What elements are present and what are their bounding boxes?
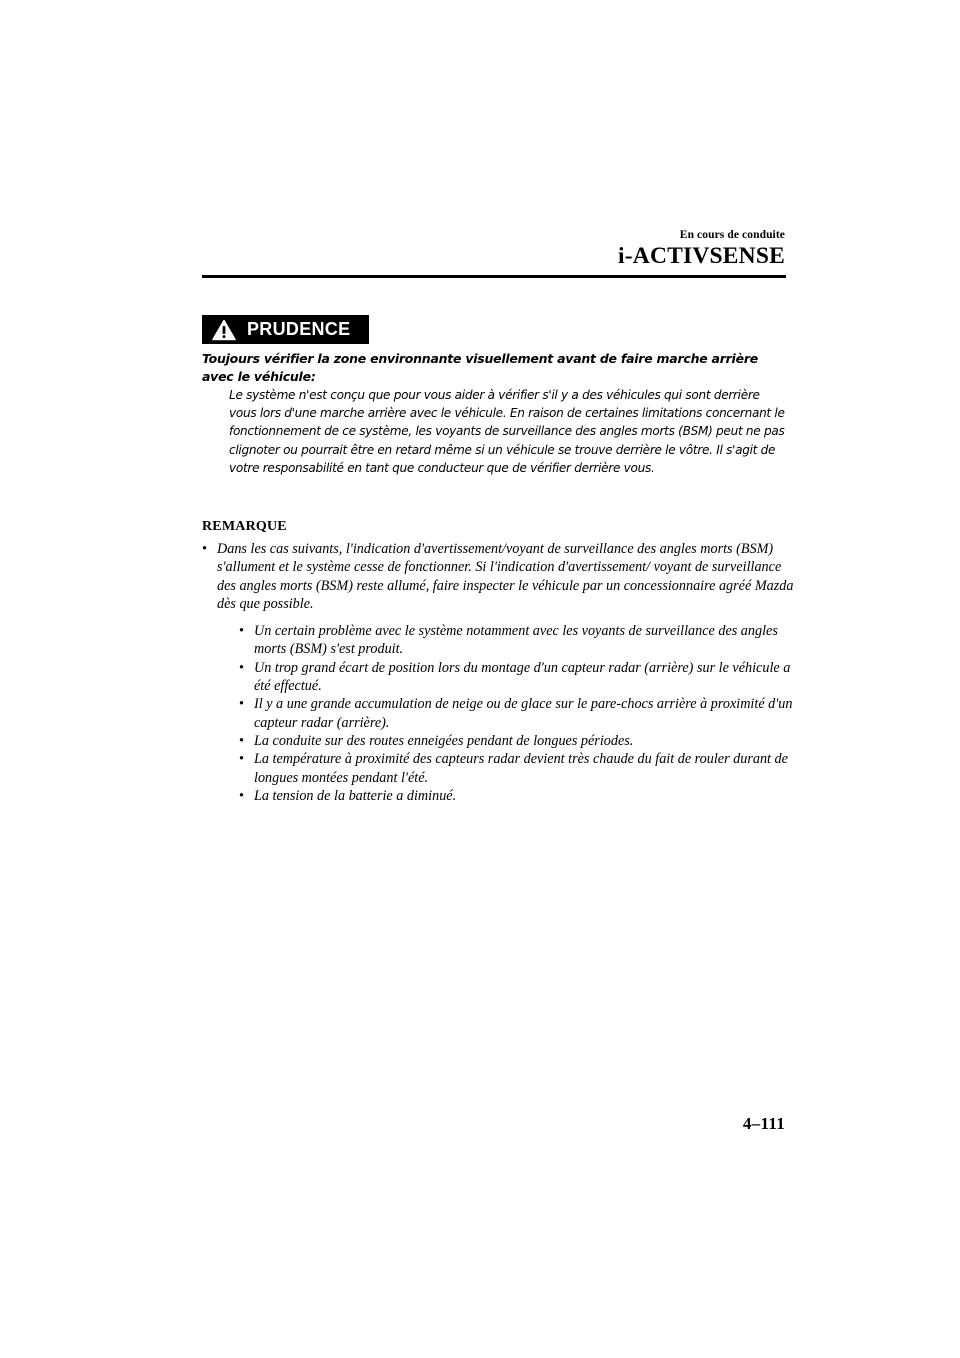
note-sub-list	[217, 622, 802, 805]
bullet: •	[239, 659, 244, 676]
note-item-text: La température à proximité des capteurs radar devient très chaude du fait de rouler durant de longues montées pendant l'été.	[254, 751, 788, 786]
note-item-text: Un certain problème avec le système notamment avec les voyants de surveillance des angles morts (BSM) s'est produit.	[254, 623, 778, 658]
list-item	[217, 732, 802, 750]
warning-triangle-icon	[212, 319, 236, 341]
header-rule	[202, 275, 786, 278]
prudence-badge	[202, 315, 369, 344]
list-item	[217, 787, 802, 805]
note-intro: Dans les cas suivants, l'indication d'avertissement/voyant de surveillance des angles morts (BSM) s'allument et le système cesse de fonctionner. Si l'indication d'avertissement/ voyant de surveillance des angles morts (BSM) reste allumé, faire inspecter le véhicule par un concessionnaire agréé Mazda dès que possible.	[217, 541, 794, 612]
bullet: •	[239, 732, 244, 749]
bullet: •	[239, 696, 244, 713]
note-item-text: La conduite sur des routes enneigées pendant de longues périodes.	[254, 732, 634, 749]
caution-heading: Toujours vérifier la zone environnante visuellement avant de faire marche arrière avec le véhicule:	[202, 351, 758, 384]
note-list	[202, 540, 802, 805]
list-item	[217, 750, 802, 787]
bullet: •	[239, 787, 244, 804]
list-item	[217, 695, 802, 732]
note-item-text: La tension de la batterie a diminué.	[254, 787, 457, 804]
note-item-text: Il y a une grande accumulation de neige ou de glace sur le pare-chocs arrière à proximité d'un capteur radar (arrière).	[254, 696, 793, 731]
bullet: •	[239, 623, 244, 640]
section-subtitle: En cours de conduite	[679, 229, 785, 241]
bullet: •	[239, 751, 244, 768]
list-item	[217, 659, 802, 696]
prudence-label: PRUDENCE	[247, 319, 351, 339]
note-heading: REMARQUE	[202, 519, 287, 534]
list-item	[217, 622, 802, 659]
caution-body: Le système n'est conçu que pour vous aider à vérifier s'il y a des véhicules qui sont derrière vous lors d'une marche arrière avec le véhicule. En raison de certaines limitations concernant le fonctionnement de ce système, les voyants de surveillance des angles morts (BSM) peut ne pas clignoter ou pourrait être en retard même si un véhicule se trouve derrière le vôtre. Il s'agit de votre responsabilité en tant que conducteur que de vérifier derrière vous.	[229, 388, 785, 475]
page-number: 4–111	[742, 1114, 785, 1133]
bullet: •	[202, 541, 207, 557]
section-title: i-ACTIVSENSE	[618, 243, 785, 269]
note-item-text: Un trop grand écart de position lors du montage d'un capteur radar (arrière) sur le véhicule a été effectué.	[254, 659, 791, 695]
list-item	[202, 540, 802, 805]
